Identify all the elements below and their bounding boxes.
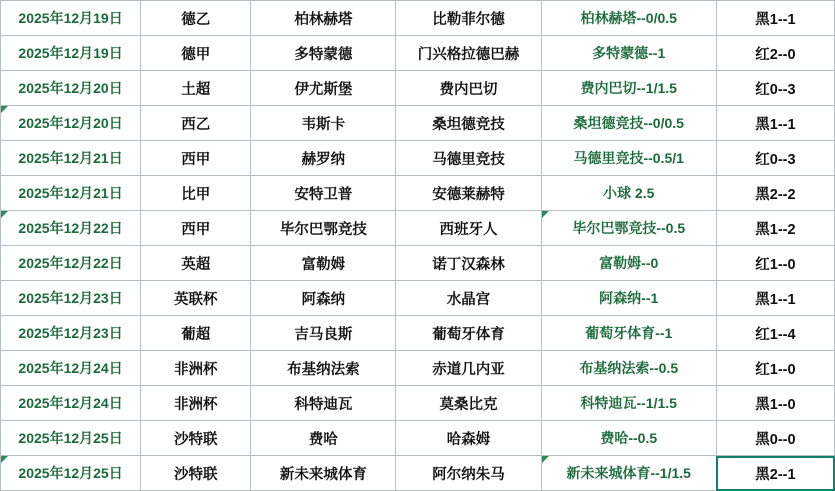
match-date: 2025年12月22日	[1, 211, 141, 246]
league-name: 德乙	[141, 1, 251, 36]
away-team: 比勒菲尔德	[396, 1, 541, 36]
table-row	[1, 351, 835, 386]
match-date: 2025年12月24日	[1, 351, 141, 386]
match-date: 2025年12月19日	[1, 1, 141, 36]
result-record: 黑1--1	[716, 1, 834, 36]
table-row	[1, 141, 835, 176]
home-team: 柏林赫塔	[251, 1, 396, 36]
league-name: 德甲	[141, 36, 251, 71]
home-team: 新未来城体育	[251, 456, 396, 491]
handicap-pick: 费内巴切--1/1.5	[541, 71, 716, 106]
result-record: 黑1--2	[716, 211, 834, 246]
match-date: 2025年12月24日	[1, 386, 141, 421]
table-row	[1, 456, 835, 491]
league-name: 英联杯	[141, 281, 251, 316]
result-record: 红0--3	[716, 141, 834, 176]
result-record: 黑2--1	[716, 456, 834, 491]
away-team: 哈森姆	[396, 421, 541, 456]
table-row	[1, 386, 835, 421]
match-date: 2025年12月20日	[1, 71, 141, 106]
league-name: 比甲	[141, 176, 251, 211]
away-team: 马德里竞技	[396, 141, 541, 176]
match-date: 2025年12月25日	[1, 456, 141, 491]
match-date: 2025年12月23日	[1, 281, 141, 316]
away-team: 阿尔纳朱马	[396, 456, 541, 491]
result-record: 黑1--0	[716, 386, 834, 421]
away-team: 门兴格拉德巴赫	[396, 36, 541, 71]
table-row	[1, 106, 835, 141]
home-team: 伊尤斯堡	[251, 71, 396, 106]
league-name: 非洲杯	[141, 386, 251, 421]
result-record: 红1--4	[716, 316, 834, 351]
result-record: 红2--0	[716, 36, 834, 71]
home-team: 安特卫普	[251, 176, 396, 211]
table-row	[1, 1, 835, 36]
away-team: 安德莱赫特	[396, 176, 541, 211]
league-name: 葡超	[141, 316, 251, 351]
match-date: 2025年12月19日	[1, 36, 141, 71]
result-record: 黑0--0	[716, 421, 834, 456]
home-team: 多特蒙德	[251, 36, 396, 71]
handicap-pick: 柏林赫塔--0/0.5	[541, 1, 716, 36]
result-record: 红1--0	[716, 351, 834, 386]
match-date: 2025年12月23日	[1, 316, 141, 351]
handicap-pick: 葡萄牙体育--1	[541, 316, 716, 351]
home-team: 毕尔巴鄂竞技	[251, 211, 396, 246]
handicap-pick: 阿森纳--1	[541, 281, 716, 316]
away-team: 桑坦德竞技	[396, 106, 541, 141]
table-row	[1, 316, 835, 351]
table-row	[1, 176, 835, 211]
handicap-pick: 科特迪瓦--1/1.5	[541, 386, 716, 421]
league-name: 英超	[141, 246, 251, 281]
table-row	[1, 421, 835, 456]
handicap-pick: 小球 2.5	[541, 176, 716, 211]
result-record: 黑1--1	[716, 281, 834, 316]
league-name: 非洲杯	[141, 351, 251, 386]
home-team: 赫罗纳	[251, 141, 396, 176]
table-row	[1, 71, 835, 106]
match-date: 2025年12月22日	[1, 246, 141, 281]
table-row	[1, 36, 835, 71]
handicap-pick: 富勒姆--0	[541, 246, 716, 281]
handicap-pick: 新未来城体育--1/1.5	[541, 456, 716, 491]
table-row	[1, 281, 835, 316]
home-team: 吉马良斯	[251, 316, 396, 351]
away-team: 赤道几内亚	[396, 351, 541, 386]
home-team: 阿森纳	[251, 281, 396, 316]
away-team: 莫桑比克	[396, 386, 541, 421]
handicap-pick: 桑坦德竞技--0/0.5	[541, 106, 716, 141]
league-name: 西甲	[141, 211, 251, 246]
league-name: 沙特联	[141, 421, 251, 456]
handicap-pick: 费哈--0.5	[541, 421, 716, 456]
away-team: 西班牙人	[396, 211, 541, 246]
away-team: 水晶宫	[396, 281, 541, 316]
home-team: 富勒姆	[251, 246, 396, 281]
match-date: 2025年12月21日	[1, 176, 141, 211]
away-team: 费内巴切	[396, 71, 541, 106]
table-row	[1, 246, 835, 281]
match-date: 2025年12月25日	[1, 421, 141, 456]
home-team: 科特迪瓦	[251, 386, 396, 421]
result-record: 红1--0	[716, 246, 834, 281]
home-team: 费哈	[251, 421, 396, 456]
result-record: 红0--3	[716, 71, 834, 106]
league-name: 沙特联	[141, 456, 251, 491]
away-team: 葡萄牙体育	[396, 316, 541, 351]
home-team: 布基纳法索	[251, 351, 396, 386]
home-team: 韦斯卡	[251, 106, 396, 141]
handicap-pick: 毕尔巴鄂竞技--0.5	[541, 211, 716, 246]
handicap-pick: 马德里竞技--0.5/1	[541, 141, 716, 176]
league-name: 西乙	[141, 106, 251, 141]
result-record: 黑1--1	[716, 106, 834, 141]
handicap-pick: 多特蒙德--1	[541, 36, 716, 71]
match-date: 2025年12月21日	[1, 141, 141, 176]
match-date: 2025年12月20日	[1, 106, 141, 141]
away-team: 诺丁汉森林	[396, 246, 541, 281]
league-name: 西甲	[141, 141, 251, 176]
table-row	[1, 211, 835, 246]
handicap-pick: 布基纳法索--0.5	[541, 351, 716, 386]
result-record: 黑2--2	[716, 176, 834, 211]
league-name: 土超	[141, 71, 251, 106]
